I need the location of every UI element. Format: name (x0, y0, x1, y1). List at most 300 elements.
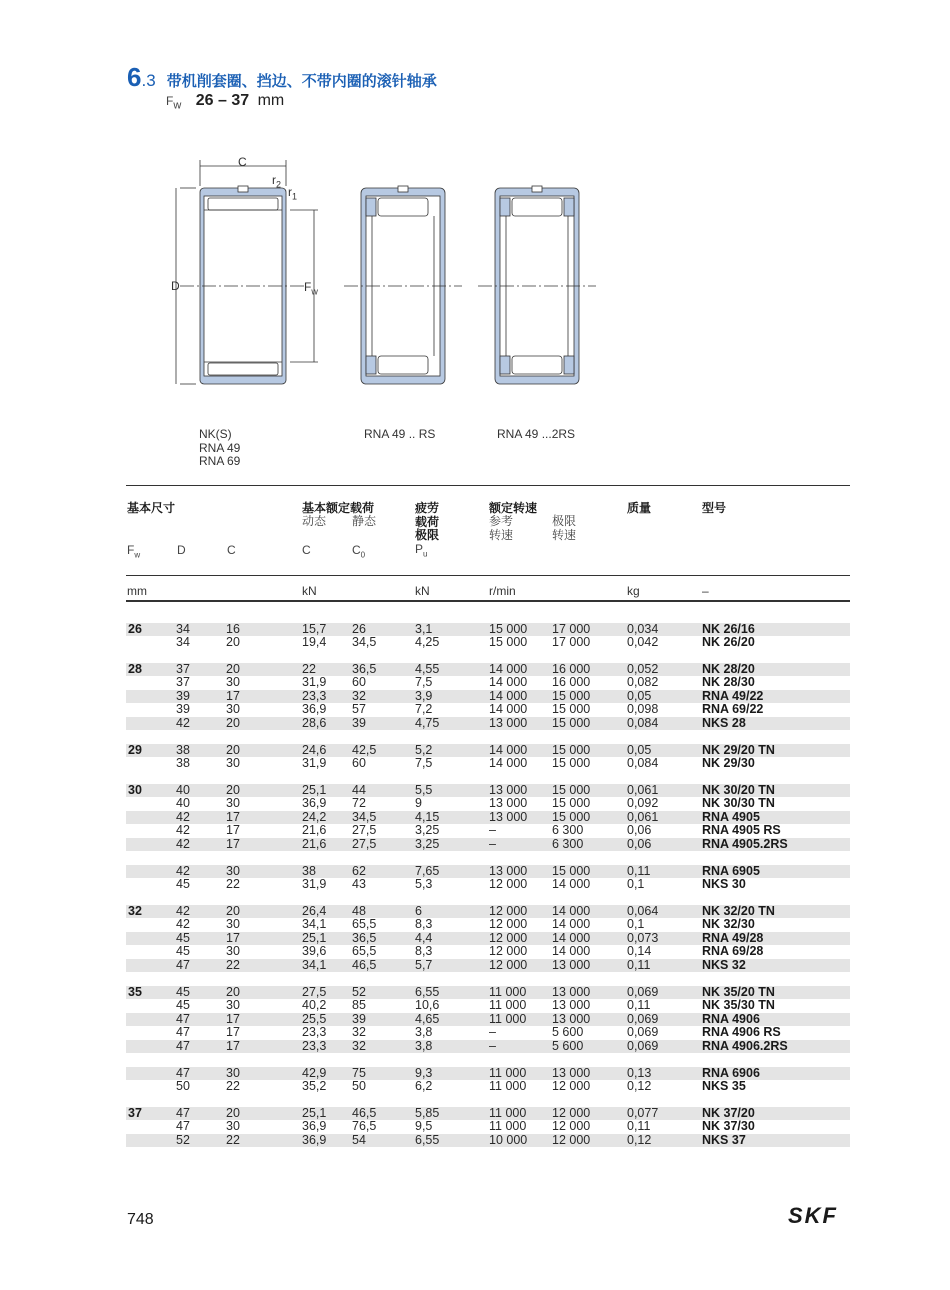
cell-reference-speed: 14 000 (489, 675, 528, 690)
cell-fatigue-limit: 3,8 (415, 1025, 433, 1040)
cell-outside-diameter: 42 (176, 809, 190, 824)
table-row (126, 1120, 850, 1133)
table-header-bottom-rule (126, 600, 850, 602)
cell-dynamic-load: 24,6 (302, 743, 327, 757)
caption-rna-2rs: RNA 49 ...2RS (497, 427, 576, 441)
table-row (126, 1107, 850, 1120)
cell-mass: 0,06 (627, 823, 652, 838)
cell-static-load: 72 (352, 796, 366, 811)
cell-mass: 0,06 (627, 836, 652, 851)
cell-mass: 0,12 (627, 1132, 652, 1147)
symbol-d: D (177, 543, 186, 557)
cell-reference-speed: 12 000 (489, 930, 528, 945)
cell-width: 20 (226, 1106, 240, 1120)
table-row (126, 811, 850, 824)
cell-width: 22 (226, 1132, 240, 1147)
cell-limiting-speed: 14 000 (552, 930, 591, 945)
cell-dynamic-load: 31,9 (302, 877, 327, 892)
cell-reference-speed: 11 000 (489, 1011, 527, 1026)
cell-reference-speed: 14 000 (489, 702, 528, 717)
cell-width: 17 (226, 688, 240, 703)
cell-reference-speed: 13 000 (489, 715, 528, 730)
cell-bore-fw: 26 (128, 622, 142, 636)
cell-limiting-speed: 13 000 (552, 998, 591, 1013)
cell-reference-speed: – (489, 823, 496, 838)
cell-fatigue-limit: 4,55 (415, 662, 440, 676)
cell-mass: 0,077 (627, 1106, 659, 1120)
cell-fatigue-limit: 6 (415, 904, 422, 918)
cell-reference-speed: 14 000 (489, 688, 528, 703)
table-row (126, 1080, 850, 1093)
cell-fatigue-limit: 6,55 (415, 985, 440, 999)
cell-width: 17 (226, 1011, 240, 1026)
cell-fatigue-limit: 7,65 (415, 864, 440, 878)
cell-reference-speed: 15 000 (489, 635, 528, 650)
cell-mass: 0,082 (627, 675, 659, 690)
cell-limiting-speed: 15 000 (552, 783, 591, 797)
table-row (126, 784, 850, 797)
cell-mass: 0,11 (627, 957, 651, 972)
cell-dynamic-load: 36,9 (302, 702, 327, 717)
symbol-c0: $C_0$ (352, 543, 366, 560)
cell-limiting-speed: 14 000 (552, 917, 591, 932)
cell-reference-speed: 12 000 (489, 957, 528, 972)
unit-rpm: r/min (489, 584, 516, 598)
cell-reference-speed: 11 000 (489, 1079, 527, 1094)
cell-dynamic-load: 34,1 (302, 957, 327, 972)
cell-outside-diameter: 40 (176, 783, 190, 797)
table-row (126, 703, 850, 716)
cell-mass: 0,069 (627, 985, 659, 999)
cell-designation: RNA 69/28 (702, 944, 764, 959)
cell-static-load: 65,5 (352, 944, 377, 959)
cell-limiting-speed: 15 000 (552, 864, 591, 878)
cell-limiting-speed: 15 000 (552, 809, 591, 824)
cell-static-load: 42,5 (352, 743, 377, 757)
cell-designation: RNA 4905 RS (702, 823, 781, 838)
cell-width: 16 (226, 622, 240, 636)
cell-limiting-speed: 13 000 (552, 985, 591, 999)
cell-outside-diameter: 39 (176, 702, 190, 717)
cell-limiting-speed: 13 000 (552, 957, 591, 972)
cell-width: 17 (226, 836, 240, 851)
cell-dynamic-load: 15,7 (302, 622, 327, 636)
cell-mass: 0,064 (627, 904, 659, 918)
cell-dynamic-load: 36,9 (302, 796, 327, 811)
cell-outside-diameter: 50 (176, 1079, 190, 1094)
cell-dynamic-load: 25,5 (302, 1011, 327, 1026)
cell-width: 17 (226, 823, 240, 838)
cell-width: 20 (226, 635, 240, 650)
table-row (126, 905, 850, 918)
cell-outside-diameter: 47 (176, 1119, 190, 1134)
cell-width: 20 (226, 985, 240, 999)
cell-static-load: 32 (352, 1025, 366, 1040)
symbol-pu: $P_u$ (415, 542, 428, 559)
cell-fatigue-limit: 3,25 (415, 836, 440, 851)
cell-reference-speed: 13 000 (489, 796, 528, 811)
group-fw-35-cont (126, 1067, 850, 1094)
group-fw-32 (126, 905, 850, 972)
cell-designation: NK 35/30 TN (702, 998, 775, 1013)
cell-reference-speed: 11 000 (489, 985, 527, 999)
cell-width: 22 (226, 877, 240, 892)
cell-fatigue-limit: 10,6 (415, 998, 440, 1013)
group-fw-29 (126, 744, 850, 771)
cell-limiting-speed: 15 000 (552, 702, 591, 717)
unit-kn-fatigue: kN (415, 584, 430, 598)
drawing-rna-rs (344, 186, 462, 384)
cell-designation: NK 32/30 (702, 917, 755, 932)
cell-outside-diameter: 42 (176, 917, 190, 932)
cell-outside-diameter: 37 (176, 662, 190, 676)
cell-outside-diameter: 34 (176, 635, 190, 650)
cell-mass: 0,14 (627, 944, 652, 959)
table-row (126, 1040, 850, 1053)
cell-width: 30 (226, 917, 240, 932)
group-fw-35 (126, 986, 850, 1053)
cell-reference-speed: 11 000 (489, 1119, 527, 1134)
cell-reference-speed: – (489, 836, 496, 851)
cell-bore-fw: 28 (128, 662, 142, 676)
drawing-rna-2rs (478, 186, 596, 384)
cell-static-load: 54 (352, 1132, 366, 1147)
cell-mass: 0,061 (627, 783, 659, 797)
cell-mass: 0,11 (627, 998, 651, 1013)
cell-mass: 0,052 (627, 662, 659, 676)
cell-mass: 0,05 (627, 743, 652, 757)
cell-width: 22 (226, 957, 240, 972)
table-row (126, 865, 850, 878)
group-fw-26 (126, 623, 850, 650)
cell-designation: RNA 6905 (702, 864, 760, 878)
cell-width: 30 (226, 1119, 240, 1134)
cell-mass: 0,11 (627, 864, 651, 878)
cell-reference-speed: 12 000 (489, 944, 528, 959)
dim-label-fw: $F_w$ (304, 280, 318, 297)
cell-fatigue-limit: 4,25 (415, 635, 440, 650)
cell-fatigue-limit: 6,55 (415, 1132, 440, 1147)
cell-outside-diameter: 42 (176, 715, 190, 730)
cell-fatigue-limit: 4,15 (415, 809, 440, 824)
header-load-ratings: 基本额定载荷 (302, 501, 375, 515)
cell-designation: NK 30/30 TN (702, 796, 775, 811)
cell-dynamic-load: 23,3 (302, 1025, 327, 1040)
cell-reference-speed: 14 000 (489, 662, 528, 676)
cell-static-load: 62 (352, 864, 366, 878)
section-subnumber: .3 (141, 71, 156, 90)
cell-fatigue-limit: 3,25 (415, 823, 440, 838)
table-row (126, 959, 850, 972)
cell-reference-speed: 13 000 (489, 809, 528, 824)
cell-fatigue-limit: 7,5 (415, 675, 433, 690)
cell-dynamic-load: 35,2 (302, 1079, 327, 1094)
table-row (126, 757, 850, 770)
cell-dynamic-load: 23,3 (302, 1038, 327, 1053)
symbol-c: C (227, 543, 236, 557)
header-dynamic: 动态 (302, 514, 327, 528)
cell-designation: RNA 69/22 (702, 702, 764, 717)
cell-designation: RNA 4905 (702, 809, 760, 824)
cell-width: 20 (226, 904, 240, 918)
cell-width: 30 (226, 944, 240, 959)
cell-mass: 0,13 (627, 1066, 652, 1080)
cell-mass: 0,069 (627, 1038, 659, 1053)
cell-reference-speed: 15 000 (489, 622, 528, 636)
range-unit: mm (257, 92, 285, 109)
table-row (126, 1013, 850, 1026)
table-row (126, 663, 850, 676)
cell-width: 30 (226, 702, 240, 717)
symbol-fw: $F_w$ (127, 543, 141, 560)
cell-static-load: 32 (352, 1038, 366, 1053)
cell-dynamic-load: 36,9 (302, 1132, 327, 1147)
caption-nk: NK(S) RNA 49 RNA 69 (199, 427, 241, 468)
cell-fatigue-limit: 9,3 (415, 1066, 433, 1080)
cell-reference-speed: 12 000 (489, 877, 528, 892)
cell-width: 20 (226, 783, 240, 797)
cell-static-load: 34,5 (352, 809, 377, 824)
cell-designation: NKS 30 (702, 877, 746, 892)
cell-mass: 0,042 (627, 635, 659, 650)
cell-dynamic-load: 40,2 (302, 998, 327, 1013)
cell-dynamic-load: 36,9 (302, 1119, 327, 1134)
table-row (126, 838, 850, 851)
cell-limiting-speed: 12 000 (552, 1132, 591, 1147)
cell-designation: RNA 49/22 (702, 688, 764, 703)
cell-fatigue-limit: 8,3 (415, 917, 433, 932)
cell-reference-speed: 11 000 (489, 998, 527, 1013)
cell-designation: NK 28/30 (702, 675, 755, 690)
cell-static-load: 52 (352, 985, 366, 999)
cell-limiting-speed: 15 000 (552, 688, 591, 703)
header-main-dims: 基本尺寸 (127, 501, 176, 515)
cell-static-load: 44 (352, 783, 366, 797)
cell-designation: NK 37/30 (702, 1119, 755, 1134)
cell-static-load: 57 (352, 702, 366, 717)
cell-designation: RNA 4905.2RS (702, 836, 788, 851)
cell-limiting-speed: 14 000 (552, 944, 591, 959)
cell-dynamic-load: 31,9 (302, 756, 327, 771)
cell-static-load: 60 (352, 756, 366, 771)
cell-designation: NK 29/20 TN (702, 743, 775, 757)
cell-mass: 0,034 (627, 622, 659, 636)
table-row (126, 717, 850, 730)
cell-width: 30 (226, 998, 240, 1013)
cell-outside-diameter: 47 (176, 1025, 190, 1040)
cell-static-load: 46,5 (352, 1106, 377, 1120)
cell-outside-diameter: 45 (176, 985, 190, 999)
cell-static-load: 75 (352, 1066, 366, 1080)
cell-reference-speed: 11 000 (489, 1066, 527, 1080)
cell-limiting-speed: 6 300 (552, 823, 584, 838)
section-title: 带机削套圈、挡边、不带内圈的滚针轴承 (166, 72, 437, 90)
cell-outside-diameter: 47 (176, 1066, 190, 1080)
dim-label-r2: $r_2$ (272, 173, 282, 190)
cell-width: 30 (226, 675, 240, 690)
cell-bore-fw: 37 (128, 1106, 142, 1120)
cell-limiting-speed: 13 000 (552, 1011, 591, 1026)
cell-mass: 0,1 (627, 917, 645, 932)
section-number: 6 (127, 62, 142, 92)
cell-outside-diameter: 40 (176, 796, 190, 811)
cell-dynamic-load: 26,4 (302, 904, 327, 918)
cell-mass: 0,069 (627, 1011, 659, 1026)
cell-designation: RNA 49/28 (702, 930, 764, 945)
cell-outside-diameter: 47 (176, 957, 190, 972)
cell-designation: NK 35/20 TN (702, 985, 775, 999)
range-value: 26 – 37 (195, 92, 250, 109)
cell-reference-speed: 13 000 (489, 783, 528, 797)
group-fw-30-cont (126, 865, 850, 892)
cell-outside-diameter: 45 (176, 944, 190, 959)
cell-fatigue-limit: 3,9 (415, 688, 433, 703)
cell-limiting-speed: 5 600 (552, 1038, 584, 1053)
table-row (126, 878, 850, 891)
cell-dynamic-load: 28,6 (302, 715, 327, 730)
cell-mass: 0,084 (627, 715, 659, 730)
table-row (126, 690, 850, 703)
cell-static-load: 48 (352, 904, 366, 918)
cell-static-load: 50 (352, 1079, 366, 1094)
table-row (126, 1134, 850, 1147)
cell-width: 17 (226, 930, 240, 945)
cell-mass: 0,05 (627, 688, 652, 703)
cell-static-load: 26 (352, 622, 366, 636)
cell-static-load: 76,5 (352, 1119, 377, 1134)
cell-width: 20 (226, 715, 240, 730)
cell-bore-fw: 30 (128, 783, 142, 797)
cell-reference-speed: 12 000 (489, 917, 528, 932)
cell-reference-speed: – (489, 1025, 496, 1040)
cell-limiting-speed: 16 000 (552, 662, 591, 676)
table-row (126, 986, 850, 999)
cell-limiting-speed: 16 000 (552, 675, 591, 690)
cell-width: 30 (226, 796, 240, 811)
skf-logo: SKF (788, 1203, 838, 1228)
cell-dynamic-load: 42,9 (302, 1066, 327, 1080)
table-row (126, 636, 850, 649)
table-top-rule (126, 485, 850, 486)
cell-dynamic-load: 34,1 (302, 917, 327, 932)
cell-mass: 0,12 (627, 1079, 652, 1094)
cell-limiting-speed: 12 000 (552, 1106, 591, 1120)
page-number: 748 (127, 1211, 154, 1228)
cell-dynamic-load: 27,5 (302, 985, 327, 999)
bearing-drawings (0, 140, 950, 400)
cell-static-load: 39 (352, 1011, 366, 1026)
table-row (126, 797, 850, 810)
cell-dynamic-load: 25,1 (302, 783, 327, 797)
unit-mm: mm (127, 584, 147, 598)
cell-outside-diameter: 45 (176, 877, 190, 892)
cell-static-load: 60 (352, 675, 366, 690)
cell-designation: RNA 4906 (702, 1011, 760, 1026)
cell-width: 30 (226, 756, 240, 771)
cell-fatigue-limit: 5,7 (415, 957, 433, 972)
cell-designation: RNA 4906 RS (702, 1025, 781, 1040)
cell-dynamic-load: 21,6 (302, 823, 327, 838)
cell-designation: NK 28/20 (702, 662, 755, 676)
cell-outside-diameter: 37 (176, 675, 190, 690)
unit-kg: kg (627, 584, 640, 598)
cell-outside-diameter: 52 (176, 1132, 190, 1147)
cell-static-load: 34,5 (352, 635, 377, 650)
table-row (126, 945, 850, 958)
range-symbol: F (166, 94, 174, 108)
cell-outside-diameter: 47 (176, 1038, 190, 1053)
cell-limiting-speed: 12 000 (552, 1119, 591, 1134)
cell-outside-diameter: 42 (176, 836, 190, 851)
cell-outside-diameter: 42 (176, 864, 190, 878)
cell-fatigue-limit: 5,2 (415, 743, 433, 757)
cell-mass: 0,069 (627, 1025, 659, 1040)
cell-bore-fw: 32 (128, 904, 142, 918)
cell-dynamic-load: 31,9 (302, 675, 327, 690)
group-fw-28 (126, 663, 850, 730)
cell-static-load: 36,5 (352, 662, 377, 676)
dim-label-r1: $r_1$ (288, 185, 298, 202)
dim-label-c: C (238, 155, 247, 169)
cell-reference-speed: 12 000 (489, 904, 528, 918)
cell-reference-speed: 14 000 (489, 756, 528, 771)
cell-limiting-speed: 15 000 (552, 756, 591, 771)
cell-dynamic-load: 24,2 (302, 809, 327, 824)
cell-limiting-speed: 5 600 (552, 1025, 584, 1040)
table-row (126, 676, 850, 689)
cell-designation: RNA 6906 (702, 1066, 760, 1080)
cell-reference-speed: 13 000 (489, 864, 528, 878)
cell-dynamic-load: 23,3 (302, 688, 327, 703)
cell-outside-diameter: 47 (176, 1011, 190, 1026)
cell-limiting-speed: 13 000 (552, 1066, 591, 1080)
unit-dash: – (702, 584, 709, 598)
cell-outside-diameter: 45 (176, 998, 190, 1013)
cell-outside-diameter: 38 (176, 743, 190, 757)
cell-width: 20 (226, 662, 240, 676)
table-row (126, 999, 850, 1012)
cell-width: 30 (226, 864, 240, 878)
cell-mass: 0,092 (627, 796, 659, 811)
cell-width: 22 (226, 1079, 240, 1094)
cell-static-load: 65,5 (352, 917, 377, 932)
section-heading (127, 62, 437, 93)
header-reference-speed: 参考 转速 (489, 514, 514, 542)
cell-limiting-speed: 17 000 (552, 635, 591, 650)
cell-designation: NK 29/30 (702, 756, 755, 771)
cell-reference-speed: 14 000 (489, 743, 528, 757)
cell-fatigue-limit: 4,65 (415, 1011, 440, 1026)
cell-mass: 0,073 (627, 930, 659, 945)
cell-width: 17 (226, 1025, 240, 1040)
cell-designation: NKS 32 (702, 957, 746, 972)
cell-fatigue-limit: 7,2 (415, 702, 433, 717)
cell-bore-fw: 29 (128, 743, 142, 757)
header-speed: 额定转速 (489, 501, 538, 515)
cell-fatigue-limit: 5,3 (415, 877, 433, 892)
cell-limiting-speed: 17 000 (552, 622, 591, 636)
table-row (126, 623, 850, 636)
cell-outside-diameter: 47 (176, 1106, 190, 1120)
size-range (166, 92, 284, 111)
cell-static-load: 32 (352, 688, 366, 703)
cell-limiting-speed: 12 000 (552, 1079, 591, 1094)
cell-outside-diameter: 45 (176, 930, 190, 945)
cell-designation: NK 26/16 (702, 622, 755, 636)
cell-mass: 0,11 (627, 1119, 651, 1134)
group-fw-30 (126, 784, 850, 851)
cell-outside-diameter: 34 (176, 622, 190, 636)
